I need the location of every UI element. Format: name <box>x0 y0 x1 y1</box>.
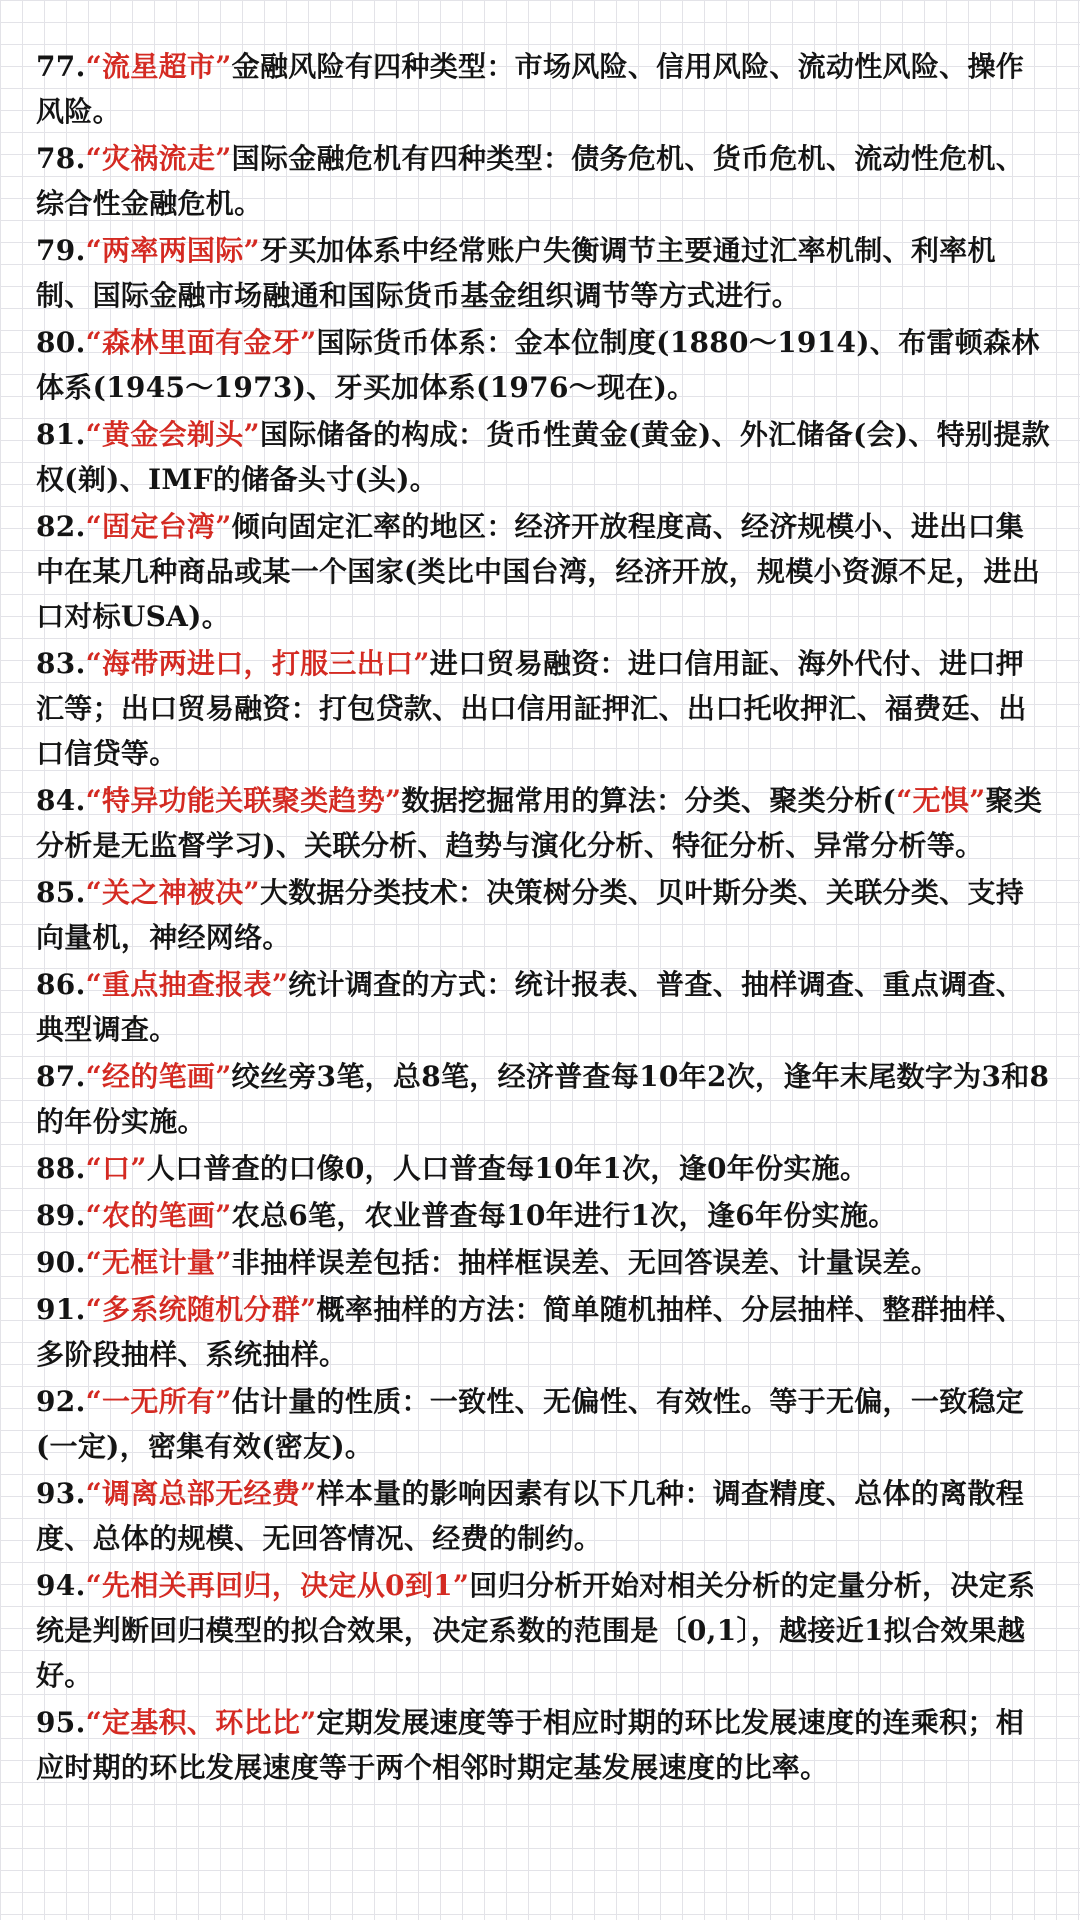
note-number: 92. <box>36 1385 86 1418</box>
note-mnemonic: “森林里面有金牙” <box>85 326 317 359</box>
note-text: 人口普查的口像0，人口普查每10年1次，逢0年份实施。 <box>146 1152 869 1185</box>
note-number: 86. <box>36 968 86 1001</box>
note-text: 统计调查的方式：统计报表、普查、抽样调查、重点调查、典型调查。 <box>36 968 1025 1046</box>
note-mnemonic: “先相关再回归，决定从0到1” <box>85 1569 470 1602</box>
note-number: 85. <box>36 876 86 909</box>
note-item <box>36 136 1050 226</box>
note-mnemonic: “灾祸流走” <box>85 142 232 175</box>
note-number: 81. <box>36 418 86 451</box>
note-mnemonic: “定基积、环比比” <box>85 1706 317 1739</box>
note-text: 绞丝旁3笔，总8笔，经济普查每10年2次，逢年末尾数字为3和8的年份实施。 <box>36 1060 1050 1138</box>
note-number: 93. <box>36 1477 86 1510</box>
note-item <box>36 1563 1050 1698</box>
note-mnemonic: “一无所有” <box>85 1385 232 1418</box>
note-number: 77. <box>36 50 86 83</box>
note-text: 估计量的性质：一致性、无偏性、有效性。等于无偏，一致稳定(一定)，密集有效(密友)。 <box>36 1385 1025 1463</box>
note-text: 倾向固定汇率的地区：经济开放程度高、经济规模小、进出口集中在某几种商品或某一个国家(类比中国台湾，经济开放，规模小资源不足，进出口对标USA)。 <box>36 510 1041 633</box>
note-item <box>36 504 1050 639</box>
note-item <box>36 962 1050 1052</box>
note-mnemonic: “调离总部无经费” <box>85 1477 317 1510</box>
note-text: 国际储备的构成：货币性黄金(黄金)、外汇储备(会)、特别提款权(剃)、IMF的储备头寸(头)。 <box>36 418 1050 496</box>
note-item <box>36 412 1050 502</box>
note-text: 进口贸易融资：进口信用証、海外代付、进口押汇等；出口贸易融资：打包贷款、出口信用証押汇、出口托收押汇、福费廷、出口信贷等。 <box>36 647 1027 770</box>
note-number: 80. <box>36 326 86 359</box>
note-mnemonic: “关之神被决” <box>85 876 260 909</box>
note-mnemonic: “两率两国际” <box>85 234 260 267</box>
note-item <box>36 1240 1050 1285</box>
note-mnemonic: “无框计量” <box>85 1246 232 1279</box>
note-item <box>36 228 1050 318</box>
note-item <box>36 44 1050 134</box>
note-number: 84. <box>36 784 86 817</box>
note-number: 83. <box>36 647 86 680</box>
note-mnemonic: “口” <box>85 1152 147 1185</box>
note-text: 数据挖掘常用的算法：分类、聚类分析( <box>401 784 897 817</box>
note-number: 88. <box>36 1152 86 1185</box>
note-text: 大数据分类技术：决策树分类、贝叶斯分类、关联分类、支持向量机，神经网络。 <box>36 876 1025 954</box>
note-item <box>36 1193 1050 1238</box>
note-mnemonic: “农的笔画” <box>85 1199 232 1232</box>
note-mnemonic: “重点抽查报表” <box>85 968 289 1001</box>
note-text: 样本量的影响因素有以下几种：调查精度、总体的离散程度、总体的规模、无回答情况、经费的制约。 <box>36 1477 1025 1555</box>
note-item <box>36 1471 1050 1561</box>
note-item <box>36 1054 1050 1144</box>
note-item <box>36 1700 1050 1790</box>
note-number: 94. <box>36 1569 86 1602</box>
note-text: 牙买加体系中经常账户失衡调节主要通过汇率机制、利率机制、国际金融市场融通和国际货币基金组织调节等方式进行。 <box>36 234 996 312</box>
note-item <box>36 778 1050 868</box>
note-number: 82. <box>36 510 86 543</box>
note-mnemonic: “流星超市” <box>85 50 232 83</box>
notes-list <box>36 44 1050 1790</box>
note-item <box>36 1287 1050 1377</box>
note-text: 国际金融危机有四种类型：债务危机、货币危机、流动性危机、综合性金融危机。 <box>36 142 1025 220</box>
note-number: 79. <box>36 234 86 267</box>
note-text: 国际货币体系：金本位制度(1880～1914)、布雷顿森林体系(1945～1973)、牙买加体系(1976～现在)。 <box>36 326 1040 404</box>
note-item <box>36 870 1050 960</box>
note-text: 农总6笔，农业普查每10年进行1次，逢6年份实施。 <box>231 1199 897 1232</box>
note-number: 89. <box>36 1199 86 1232</box>
note-number: 87. <box>36 1060 86 1093</box>
note-item <box>36 1146 1050 1191</box>
note-item <box>36 641 1050 776</box>
note-mnemonic: “黄金会剃头” <box>85 418 260 451</box>
note-number: 90. <box>36 1246 86 1279</box>
note-mnemonic: “特异功能关联聚类趋势” <box>85 784 402 817</box>
note-mnemonic-secondary: “无惧” <box>896 784 986 817</box>
note-mnemonic: “海带两进口，打服三出口” <box>85 647 430 680</box>
note-mnemonic: “固定台湾” <box>85 510 232 543</box>
note-number: 91. <box>36 1293 86 1326</box>
note-text: 概率抽样的方法：简单随机抽样、分层抽样、整群抽样、多阶段抽样、系统抽样。 <box>36 1293 1025 1371</box>
note-text-continued: 聚类分析是无监督学习)、关联分析、趋势与演化分析、特征分析、异常分析等。 <box>36 784 1043 862</box>
note-text: 金融风险有四种类型：市场风险、信用风险、流动性风险、操作风险。 <box>36 50 1025 128</box>
note-number: 78. <box>36 142 86 175</box>
note-text: 定期发展速度等于相应时期的环比发展速度的连乘积；相应时期的环比发展速度等于两个相邻时期定基发展速度的比率。 <box>36 1706 1025 1784</box>
note-item <box>36 320 1050 410</box>
note-number: 95. <box>36 1706 86 1739</box>
note-text: 回归分析开始对相关分析的定量分析，决定系统是判断回归模型的拟合效果，决定系数的范围是〔0,1〕，越接近1拟合效果越好。 <box>36 1569 1036 1692</box>
note-mnemonic: “多系统随机分群” <box>85 1293 317 1326</box>
note-mnemonic: “经的笔画” <box>85 1060 232 1093</box>
note-text: 非抽样误差包括：抽样框误差、无回答误差、计量误差。 <box>231 1246 940 1279</box>
note-item <box>36 1379 1050 1469</box>
